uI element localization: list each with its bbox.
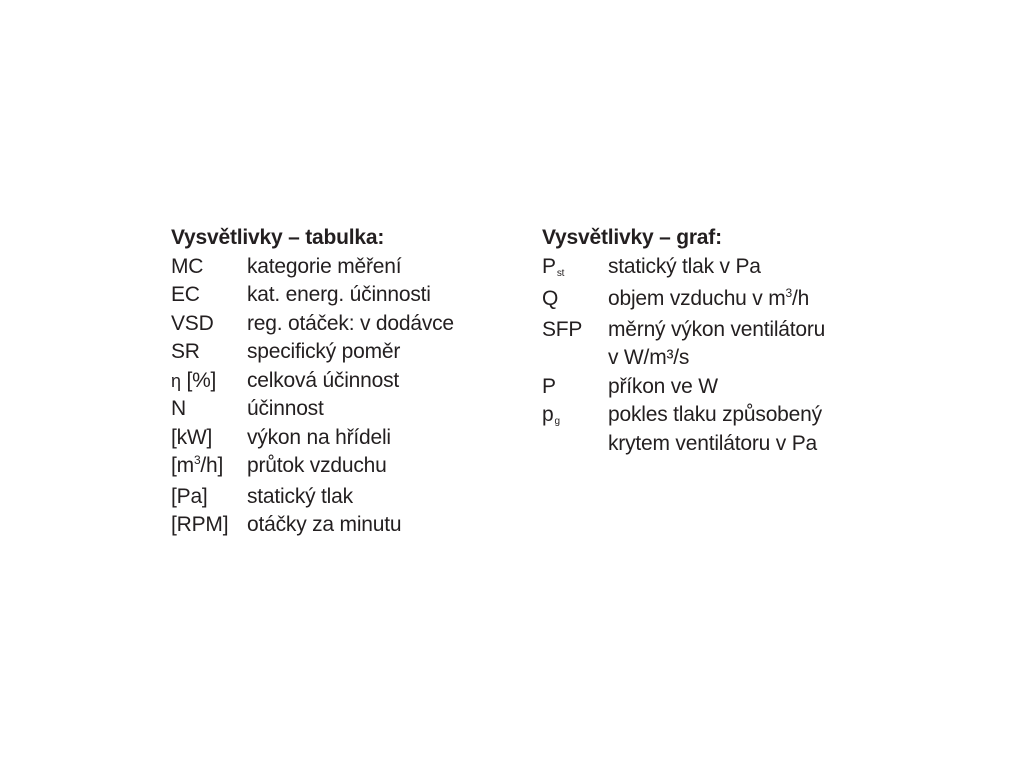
legend-desc-line2: v W/m³/s: [608, 346, 690, 369]
legend-term: [171, 367, 247, 396]
legend-term: VSD: [171, 311, 214, 335]
graph-legend-heading: Vysvětlivky – graf:: [542, 226, 722, 249]
legend-desc: celková účinnost: [247, 368, 400, 392]
legend-term-base: P: [542, 254, 556, 278]
table-legend-row: [171, 367, 454, 396]
legend-desc-line1: pokles tlaku způsobený: [608, 403, 822, 426]
legend-term-base: [m: [171, 454, 194, 477]
legend-desc: průtok vzduchu: [247, 454, 387, 477]
legend-term: [Pa]: [171, 484, 208, 508]
table-legend: [171, 224, 454, 540]
graph-legend: [542, 224, 825, 458]
graph-legend-row: [542, 285, 825, 316]
legend-term: Q: [542, 287, 559, 310]
legend-desc-line1: měrný výkon ventilátoru: [608, 317, 826, 341]
subscript: g: [554, 416, 560, 427]
legend-term: MC: [171, 254, 204, 278]
legend-desc: [608, 401, 822, 458]
legend-desc: reg. otáček: v dodávce: [247, 311, 454, 335]
legend-desc: specifický poměr: [247, 340, 401, 363]
legend-term: EC: [171, 283, 200, 306]
graph-legend-row: [542, 316, 825, 373]
legend-desc: statický tlak: [247, 484, 353, 508]
subscript: st: [556, 267, 565, 279]
legend-desc: příkon ve W: [608, 374, 718, 398]
table-legend-row: [171, 424, 454, 453]
legend-term: SR: [171, 340, 200, 363]
legend-term: [542, 401, 608, 458]
legend-desc: statický tlak v Pa: [608, 254, 761, 278]
table-legend-row: [171, 483, 454, 512]
legend-term-rest: [%]: [180, 368, 217, 392]
legend-term: [kW]: [171, 425, 213, 449]
legend-term-rest: /h]: [200, 454, 224, 477]
legend-desc: [608, 285, 809, 316]
legend-desc: kategorie měření: [247, 254, 402, 278]
legend-desc: [608, 316, 825, 373]
legend-desc: účinnost: [247, 397, 324, 420]
legend-desc-line2: krytem ventilátoru v Pa: [608, 431, 817, 455]
legend-desc-base: objem vzduchu v m: [608, 287, 786, 310]
eta-symbol: η: [171, 370, 181, 391]
legend-term: [542, 253, 608, 286]
table-legend-row: [171, 511, 454, 540]
graph-legend-row: [542, 401, 825, 458]
legend-term: SFP: [542, 317, 583, 341]
table-legend-row: [171, 281, 454, 310]
superscript: 3: [785, 286, 792, 300]
graph-legend-row: [542, 373, 825, 402]
table-legend-row: [171, 253, 454, 282]
table-legend-row: [171, 395, 454, 424]
table-legend-row: [171, 310, 454, 339]
legend-desc: výkon na hřídeli: [247, 425, 391, 449]
legend-term: [RPM]: [171, 513, 229, 536]
legend-term: N: [171, 397, 186, 420]
superscript: 3: [193, 453, 201, 467]
table-legend-row: [171, 452, 454, 483]
legend-term: P: [542, 374, 556, 398]
graph-legend-row: [542, 253, 825, 286]
table-legend-row: [171, 338, 454, 367]
table-legend-heading: Vysvětlivky – tabulka:: [171, 226, 385, 249]
legend-desc-rest: /h: [792, 287, 810, 310]
legend-term: [171, 452, 247, 483]
legend-desc: otáčky za minutu: [247, 513, 402, 536]
legend-term-base: p: [542, 403, 554, 426]
legend-desc: kat. energ. účinnosti: [247, 283, 431, 306]
